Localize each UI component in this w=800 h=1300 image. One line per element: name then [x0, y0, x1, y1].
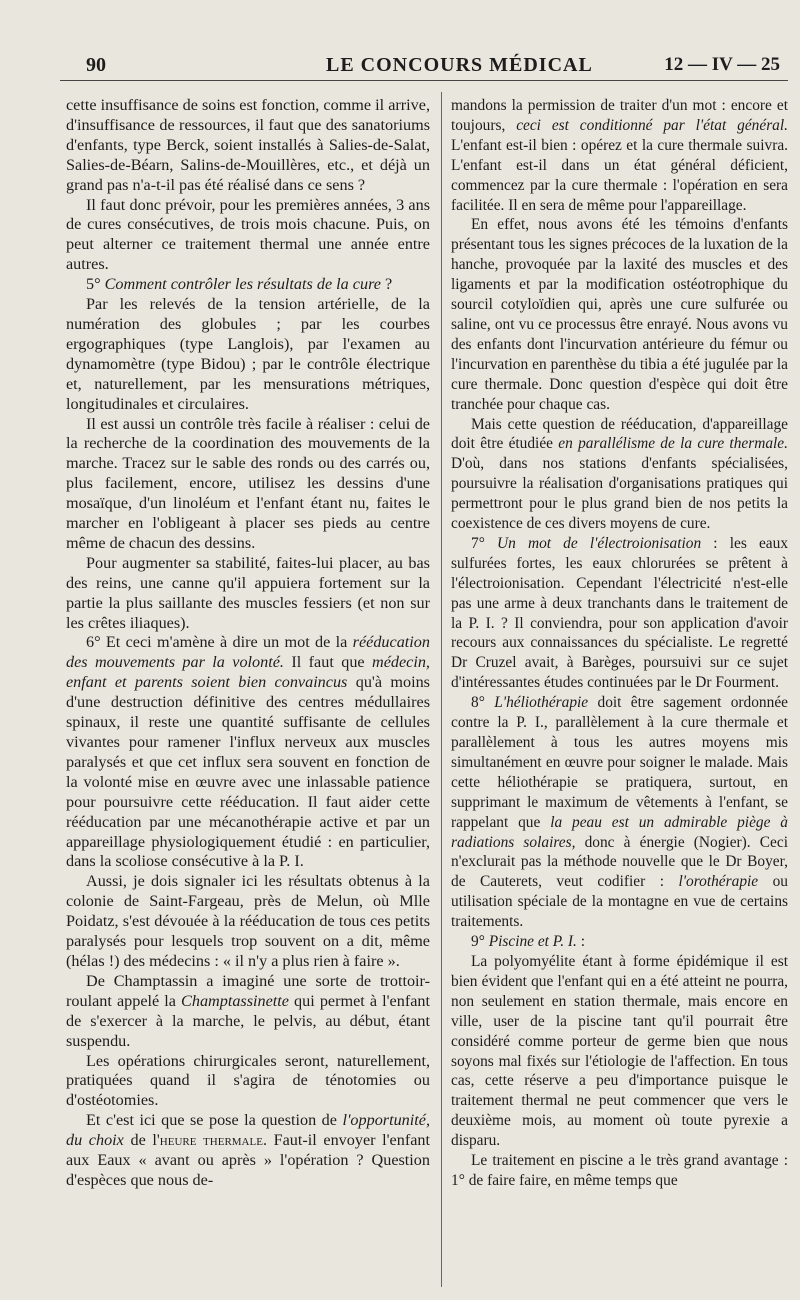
header-rule: [60, 80, 788, 81]
paragraph: Aussi, je dois signaler ici les résultats obtenus à la colonie de Saint-Fargeau, près de Melun, où Mlle Poidatz, s'est dévouée à la rééducation de tous ces petits paralysés pour lesquels trop souvent on a dit, même (hélas !) des médecins : « il n'y a plus rien à faire ».: [66, 872, 430, 970]
section-heading-5: 5° Comment contrôler les résultats de la cure ?: [86, 275, 393, 294]
paragraph: Le traitement en piscine a le très grand avantage : 1° de faire faire, en même temps que: [451, 1152, 788, 1189]
paragraph: cette insuffisance de soins est fonction, comme il arrive, d'insuffisance de ressources, il faut que des sanatoriums d'enfants, type Berck, soient installés à Salies-de-Salat, Salies-de-Béarn, Salins-de-Mouillères, etc., et déjà un grand pas n'a-t-il pas été réalisé dans ce sens ?: [66, 96, 430, 194]
paragraph: De Champtassin a imaginé une sorte de trottoir-roulant appelé la Champtassinette qui permet à l'enfant de s'exercer à la marche, le pelvis, au début, étant suspendu.: [66, 971, 430, 1050]
running-header: [86, 50, 780, 80]
paragraph: Il faut donc prévoir, pour les premières années, 3 ans de cures consécutives, de trois mois chacune. Puis, on peut alterner ce traitement thermal une année entre autres.: [66, 195, 430, 274]
right-column: [451, 96, 788, 1191]
issue-date: 12 — IV — 25: [664, 54, 780, 75]
left-column: [66, 96, 430, 1191]
page-number: 90: [86, 54, 106, 76]
section-paragraph-6: 6° Et ceci m'amène à dire un mot de la rééducation des mouvements par la volonté. Il faut que médecin, enfant et parents soient bien convaincus qu'à moins d'une destruction définitive des centres médullaires spinaux, il reste une quantité suffisante de cellules vivantes pour ramener l'influx nerveux aux muscles paralysés et que cet influx sera souvent en fonction de la volonté mise en œuvre avec une inlassable patience pour poursuivre cette rééducation. Il faut aider cette rééducation par une mécanothérapie active et par un appareillage physiologiquement étudié : en particulier, dans la scoliose consécutive à la P. I.: [66, 633, 430, 871]
paragraph: En effet, nous avons été les témoins d'enfants présentant tous les signes précoces de la luxation de la hanche, provoquée par la laxité des muscles et des ligaments et par la modification ostéotrophique du sourcil cotyloïdien qui, après une cure sulfurée ou saline, ont vu ce processus être enrayé. Nous avons vu des enfants dont l'incurvation antérieure du fémur ou l'incurvation en parenthèse du tibia a été jugulée par la cure thermale. Donc question d'espèce qui doit être tranchée pour chaque cas.: [451, 216, 788, 413]
column-divider: [441, 92, 442, 1287]
section-paragraph-7: 7° Un mot de l'électroionisation : les eaux sulfurées fortes, les eaux chlorurées se prêtent à l'électroionisation. Cependant l'électricité n'est-elle pas une arme à deux tranchants dans le traitement de la P. I. ? Il conviendra, pour son application d'avoir recours aux connaissances du spécialiste. Le regretté Dr Cruzel avait, à Barèges, poursuivi sur ce sujet d'intéressantes études continuées par le Dr Fourment.: [451, 534, 789, 692]
paragraph: mandons la permission de traiter d'un mot : encore et toujours, ceci est conditionné par l'état général. L'enfant est-il bien : opérez et la cure thermale suivra. L'enfant est-il dans un état général déficient, commencez par la cure thermale : l'opération en sera facilitée. Il en sera de même pour l'appareillage.: [451, 97, 788, 214]
section-heading-9: 9° Piscine et P. I. :: [471, 933, 586, 951]
paragraph: La polyomyélite étant à forme épidémique il est bien évident que l'enfant qui en a été atteint ne pourra, non seulement en station thermale, mais encore en ville, user de la piscine tant qu'il pourrait être considéré comme porteur de germe bien que nous soyons mal fixés sur l'étiologie de l'affection. En tous cas, cette réserve a peu d'importance puisque le traitement thermal ne peut commencer que vers le deuxième mois, au moment où toute pyrexie a disparu.: [451, 952, 788, 1150]
paragraph: Les opérations chirurgicales seront, naturellement, pratiquées quand il s'agira de ténotomies ou d'ostéotomies.: [66, 1051, 430, 1110]
paragraph: Il est aussi un contrôle très facile à réaliser : celui de la recherche de la coordination des mouvements de la marche. Tracez sur le sable des ronds ou des carrés ou, plus facilement, encore, utilisez les dessins d'une mosaïque, d'un linoléum et l'enfant étant nu, faites le marcher en l'obligeant à placer ses pieds au centre même de chacun des dessins.: [66, 414, 430, 552]
paragraph: Par les relevés de la tension artérielle, de la numération des globules ; par les courbes ergographiques (type Langlois), par l'examen au dynamomètre (type Bidou) ; par le contrôle électrique et, naturellement, par les mensurations métriques, longitudinales et circulaires.: [66, 295, 430, 413]
paragraph: Mais cette question de rééducation, d'appareillage doit être étudiée en parallélisme de la cure thermale. D'où, dans nos stations d'enfants spécialisées, poursuivre la réalisation d'organisations pratiques qui permettront pour le plus grand bien de nos petits la coexistence de ces divers moyens de cure.: [451, 415, 788, 533]
journal-title: LE CONCOURS MÉDICAL: [326, 54, 593, 76]
paragraph: Pour augmenter sa stabilité, faites-lui placer, au bas des reins, une canne qu'il appuiera fortement sur la partie la plus saillante des muscles fessiers (et non sur les crêtes iliaques).: [66, 553, 430, 632]
section-paragraph-8: 8° L'héliothérapie doit être sagement ordonnée contre la P. I., parallèlement à la cure thermale et parallèlement à tous les autres moyens mis simultanément en œuvre pour soigner le malade. Mais cette héliothérapie se pratiquera, surtout, en supprimant le maximum de vêtements à l'enfant, se rappelant que la peau est un admirable piège à radiations solaires, donc à énergie (Nogier). Ceci n'exclurait pas la méthode nouvelle que le Dr Boyer, de Cauterets, veut codifier : l'orothérapie ou utilisation spéciale de la montagne en vue de certains traitements.: [451, 694, 788, 931]
paragraph: Et c'est ici que se pose la question de l'opportunité, du choix de l'heure thermale. Faut-il envoyer l'enfant aux Eaux « avant ou après » l'opération ? Question d'espèces que nous de-: [66, 1111, 430, 1189]
